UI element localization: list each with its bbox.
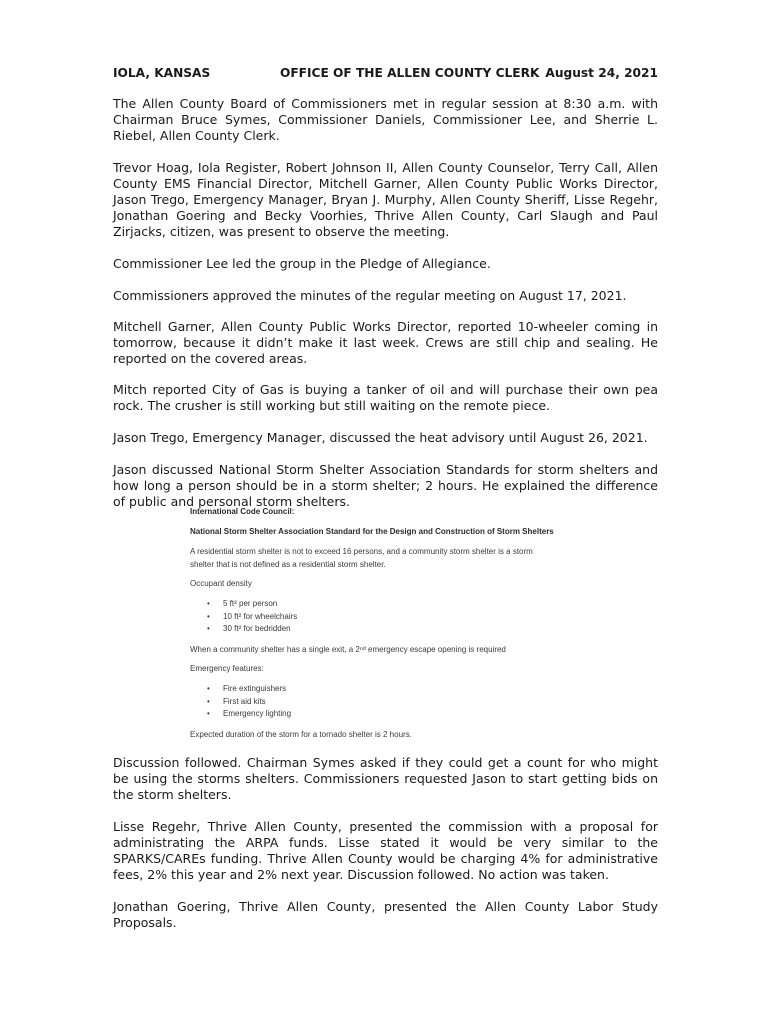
excerpt-intro-line-1: A residential storm shelter is not to exceed 16 persons, and a community storm shelter is a storm [190,547,533,556]
header-date: August 24, 2021 [545,66,658,80]
paragraph-labor-study: Jonathan Goering, Thrive Allen County, presented the Allen County Labor Study Proposals. [113,899,658,930]
list-item: • Fire extinguishers [190,683,291,696]
list-item: • 10 ft² for wheelchairs [190,611,297,624]
paragraph-arpa-funds: Lisse Regehr, Thrive Allen County, presented the commission with a proposal for administrating the ARPA funds. Lisse stated it would be very similar to the SPARKS/CAREs funding. Thrive Allen County would be charging 4% for administrative fees, 2% this year and 2% next year. Discussion followed. No action was taken. [113,819,658,882]
excerpt-density-heading: Occupant density [190,579,252,588]
list-item: • 30 ft² for bedridden [190,623,297,636]
excerpt-features-heading: Emergency features: [190,664,264,673]
excerpt-features-list [190,683,291,721]
excerpt-density-list [190,598,297,636]
paragraph-public-works: Mitchell Garner, Allen County Public Works Director, reported 10-wheeler coming in tomorrow, because it didn’t make it last week. Crews are still chip and sealing. He reported on the covered areas. [113,319,658,366]
bullet-icon: • [207,624,210,633]
document-header [113,66,658,82]
bullet-icon: • [207,611,210,621]
excerpt-duration-note: Expected duration of the storm for a tornado shelter is 2 hours. [190,730,412,739]
excerpt-exit-note: When a community shelter has a single exit, a 2ⁿᵈ emergency escape opening is required [190,645,506,654]
bullet-icon: • [207,696,210,706]
paragraph-heat-advisory: Jason Trego, Emergency Manager, discussed the heat advisory until August 26, 2021. [113,430,648,445]
paragraph-attendees: Trevor Hoag, Iola Register, Robert Johnson II, Allen County Counselor, Terry Call, Allen County EMS Financial Director, Mitchell Garner, Allen County Public Works Director, Jason Trego, Emergency Manager, Bryan J. Murphy, Allen County Sheriff, Lisse Regehr, Jonathan Goering and Becky Voorhies, Thrive Allen County, Carl Slaugh and Paul Zirjacks, citizen, was present to observe the meeting. [113,160,658,239]
paragraph-discussion: Discussion followed. Chairman Symes asked if they could get a count for who might be using the storms shelters. Commissioners requested Jason to start getting bids on the storm shelters. [113,755,658,802]
storm-shelter-standard-excerpt [190,507,585,745]
excerpt-source: International Code Council: [190,507,295,516]
list-item: • Emergency lighting [190,708,291,721]
paragraph-session: The Allen County Board of Commissioners met in regular session at 8:30 a.m. with Chairman Bruce Symes, Commissioner Daniels, Commissioner Lee, and Sherrie L. Riebel, Allen County Clerk. [113,96,658,143]
header-office: OFFICE OF THE ALLEN COUNTY CLERK [280,66,540,80]
list-item: • First aid kits [190,696,291,709]
paragraph-pledge: Commissioner Lee led the group in the Pledge of Allegiance. [113,256,491,271]
bullet-icon: • [207,684,210,693]
excerpt-intro-line-2: shelter that is not defined as a residential storm shelter. [190,560,386,569]
excerpt-title: National Storm Shelter Association Standard for the Design and Construction of Storm Shelters [190,527,554,536]
bullet-icon: • [207,599,210,608]
list-item: • 5 ft² per person [190,598,297,611]
paragraph-minutes-approved: Commissioners approved the minutes of the regular meeting on August 17, 2021. [113,288,627,303]
paragraph-storm-shelters: Jason discussed National Storm Shelter Association Standards for storm shelters and how long a person should be in a storm shelter; 2 hours. He explained the difference of public and personal storm shelters. [113,462,658,509]
header-location: IOLA, KANSAS [113,66,211,80]
paragraph-city-of-gas: Mitch reported City of Gas is buying a tanker of oil and will purchase their own pea rock. The crusher is still working but still waiting on the remote piece. [113,382,658,413]
bullet-icon: • [207,709,210,718]
